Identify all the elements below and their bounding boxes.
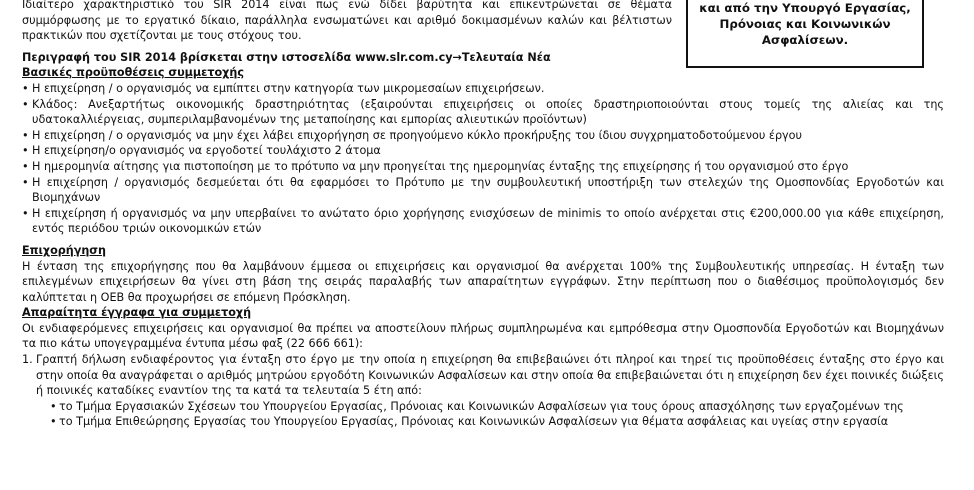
list-item [22, 352, 944, 430]
documents-heading: Απαραίτητα έγγραφα για συμμετοχή [22, 306, 252, 320]
list-item: • Η ημερομηνία αίτησης για πιστοποίηση με το πρότυπο να μην προηγείται της ημερομηνίας ένταξης της επιχείρησης ή του οργανισμού στο έργο [22, 159, 944, 175]
sub-list [50, 399, 944, 430]
funding-heading: Επιχορήγηση [22, 243, 106, 257]
list-item: • Κλάδος: Ανεξαρτήτως οικονομικής δραστηριότητας (εξαιρούνται επιχειρήσεις οι οποίες δραστηριοποιούνται στους τομείς της αλιείας και της υδατοκαλλιέργειας, συμπεριλαμβανομένων της μεταποίησης και εμπορίας αλιευτικών προϊόντων) [22, 97, 944, 128]
item-number: 1. [22, 353, 33, 367]
documents-paragraph: Οι ενδιαφερόμενες επιχειρήσεις και οργανισμοί θα πρέπει να αποστείλουν πλήρως συμπληρωμένα και εμπρόθεσμα στην Ομοσπονδία Εργοδοτών και Βιομηχάνων τα πιο κάτω υπογεγραμμένα έντυπα μέσω φαξ (22 666 661): [22, 321, 944, 351]
endorsement-line: και από την Υπουργό Εργασίας, [699, 1, 911, 15]
list-item: • Η επιχείρηση / ο οργανισμός να εμπίπτει στην κατηγορία των μικρομεσαίων επιχειρήσεων. [22, 81, 944, 97]
document-body [22, 0, 944, 430]
funding-paragraph: Η ένταση της επιχορήγησης που θα λαμβάνουν έμμεσα οι επιχειρήσεις και οργανισμοί θα ανέρχεται 100% της Συμβουλευτικής υπηρεσίας. Η ένταξη των επιλεγμένων επιχειρήσεων θα γίνει στη βάση της σειράς παραλαβής των απαραίτητων εγγράφων. Στην περίπτωση που ο διαθέσιμος προϋπολογισμός δεν καλύπτεται η ΟΕΒ θα προχωρήσει σε επόμενη Πρόσκληση. [22, 259, 944, 304]
item-text: Γραπτή δήλωση ενδιαφέροντος για ένταξη στο έργο με την οποία η επιχείρηση θα επιβεβαιώνει ότι πληροί και τηρεί τις προϋποθέσεις ένταξης στο έργο και στην οποία θα αναγράφεται ο αριθμός μητρώου εργοδότη Κοινωνικών Ασφαλίσεων και στην οποία θα επιβεβαιώνεται ότι η επιχείρηση δεν έχει ποινικές διώξεις ή ποινικές καταδίκες εναντίον της τα κατά τα τελευταία 5 έτη από: [36, 353, 944, 398]
documents-list [22, 352, 944, 430]
sub-list-item: • το Τμήμα Επιθεώρησης Εργασίας του Υπουργείου Εργασίας, Πρόνοιας και Κοινωνικών Ασφαλίσεων για θέματα ασφάλειας και υγείας στην εργασία [50, 414, 944, 430]
sub-list-item: • το Τμήμα Εργασιακών Σχέσεων του Υπουργείου Εργασίας, Πρόνοιας και Κοινωνικών Ασφαλίσεων για τους όρους απασχόλησης των εργαζομένων της [50, 399, 944, 415]
description-link-line: Περιγραφή του SIR 2014 βρίσκεται στην ιστοσελίδα www.slr.com.cy→Τελευταία Νέα [22, 50, 551, 64]
list-item: • Η επιχείρηση/ο οργανισμός να εργοδοτεί τουλάχιστο 2 άτομα [22, 143, 944, 159]
list-item: • Η επιχείρηση / οργανισμός δεσμεύεται ότι θα εφαρμόσει το Πρότυπο με την συμβουλευτική υποστήριξη των στελεχών της Ομοσπονδίας Εργοδοτών και Βιομηχάνων [22, 175, 944, 206]
prerequisites-heading: Βασικές προϋποθέσεις συμμετοχής [22, 66, 244, 80]
endorsement-line: Ασφαλίσεων. [761, 33, 849, 47]
prerequisites-list [22, 81, 944, 237]
intro-paragraph: Ιδιαίτερο χαρακτηριστικό του SIR 2014 είναι πως ενώ δίδει βαρύτητα και επικεντρώνεται σε θέματα συμμόρφωσης με το εργατικό δίκαιο, παράλληλα ενσωματώνει και αριθμό δοκιμασμένων καλών και βέλτιστων πρακτικών που σχετίζονται με τους στόχους του. [22, 0, 672, 43]
list-item: • Η επιχείρηση / ο οργανισμός να μην έχει λάβει επιχορήγηση σε προηγούμενο κύκλο προκήρυξης του ίδιου συγχρηματοδοτούμενου έργου [22, 128, 944, 144]
endorsement-line: Πρόνοιας και Κοινωνικών [719, 17, 891, 31]
list-item: • Η επιχείρηση ή οργανισμός να μην υπερβαίνει το ανώτατο όριο χορήγησης ενισχύσεων de minimis το οποίο ανέρχεται στις €200,000.00 για κάθε επιχείρηση, εντός περιόδου τριών οικονομικών ετών [22, 206, 944, 237]
